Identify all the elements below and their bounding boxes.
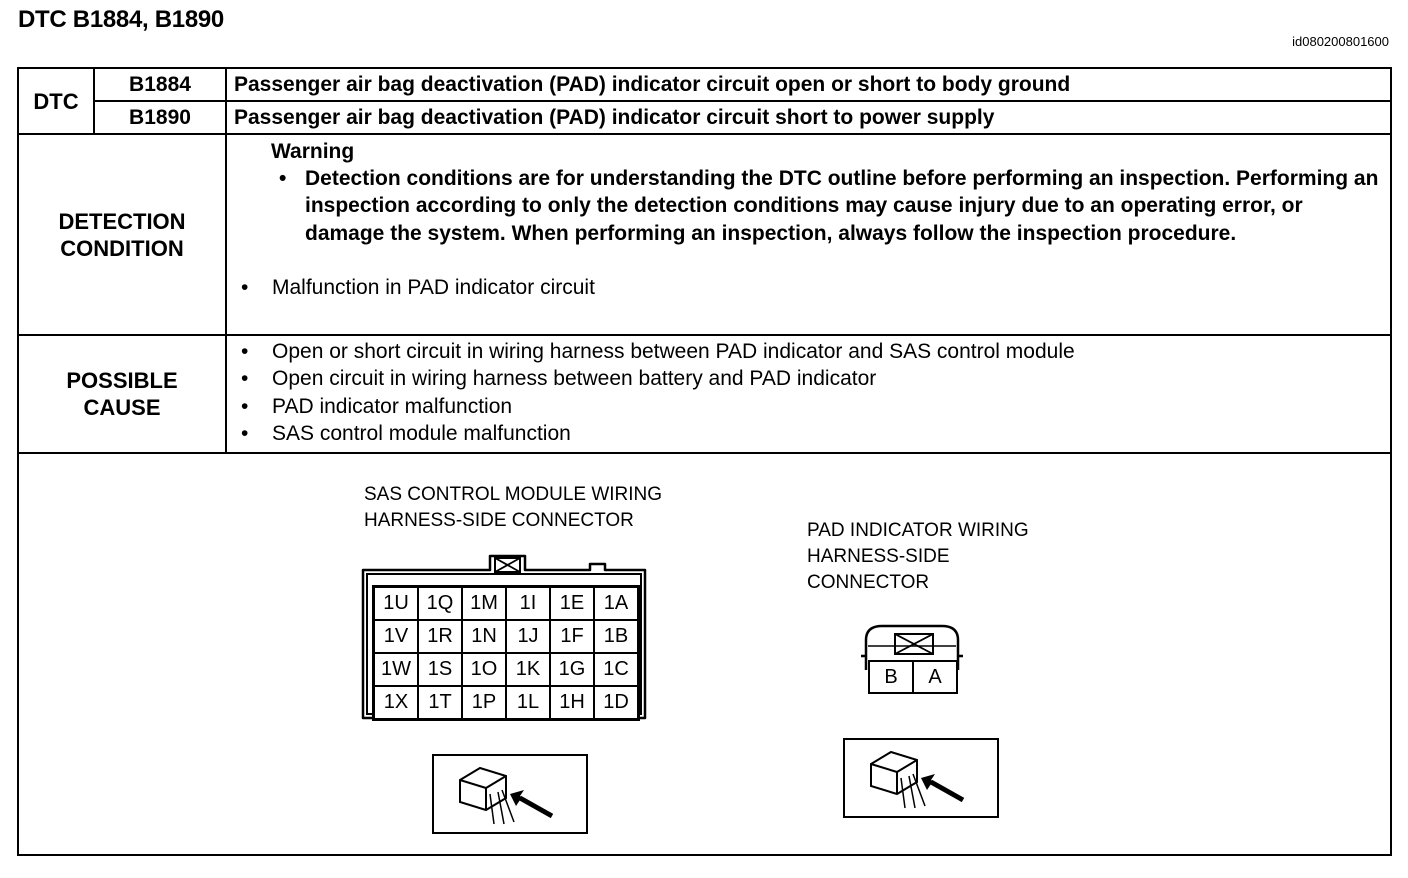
dtc-code: B1884 (94, 68, 226, 101)
detection-condition-header (18, 134, 226, 335)
detection-list (227, 274, 1390, 301)
list-item: • Open circuit in wiring harness between battery and PAD indicator (241, 365, 1390, 392)
pin: 1L (506, 686, 550, 719)
pin: 1O (462, 653, 506, 686)
possible-cause-cell (226, 335, 1391, 453)
pin: 1S (418, 653, 462, 686)
pin: 1Q (418, 587, 462, 620)
list-item: • SAS control module malfunction (241, 420, 1390, 447)
harness-side-view-icon (843, 738, 999, 818)
pin: 1D (594, 686, 638, 719)
dtc-table (17, 67, 1392, 856)
pin: 1B (594, 620, 638, 653)
pin: 1N (462, 620, 506, 653)
warning-list (227, 165, 1390, 247)
pad-connector-label: PAD INDICATOR WIRING HARNESS-SIDE CONNECTOR (807, 520, 1029, 593)
pin: 1K (506, 653, 550, 686)
warning-item: • Detection conditions are for understanding the DTC outline before performing an inspection. Performing an inspection according to only the detection conditions may cause injury due to an operating error, or damage the system. When performing an inspection, always follow the inspection procedure. (279, 165, 1390, 247)
list-item: • Malfunction in PAD indicator circuit (241, 274, 1390, 301)
pad-pin: A (912, 660, 958, 694)
header-line: CAUSE (83, 395, 161, 420)
pin: 1A (594, 587, 638, 620)
pin: 1X (374, 686, 418, 719)
sas-connector-label: SAS CONTROL MODULE WIRING HARNESS-SIDE CONNECTOR (364, 484, 663, 531)
pin: 1G (550, 653, 594, 686)
table-row (18, 68, 1391, 101)
pin: 1I (506, 587, 550, 620)
pin: 1E (550, 587, 594, 620)
pad-pin: B (868, 660, 914, 694)
pin: 1V (374, 620, 418, 653)
pin: 1H (550, 686, 594, 719)
cause-list (227, 338, 1390, 447)
pin: 1J (506, 620, 550, 653)
page-title: DTC B1884, B1890 (18, 6, 224, 33)
dtc-code: B1890 (94, 101, 226, 134)
warning-title: Warning (271, 140, 355, 163)
pin: 1F (550, 620, 594, 653)
pin: 1P (462, 686, 506, 719)
document-id: id080200801600 (1292, 34, 1389, 49)
harness-side-view-icon (432, 754, 588, 834)
table-row (18, 134, 1391, 335)
table-row (18, 101, 1391, 134)
table-row (18, 453, 1391, 855)
pin: 1U (374, 587, 418, 620)
list-item: • Open or short circuit in wiring harness between PAD indicator and SAS control module (241, 338, 1390, 365)
header-line: POSSIBLE (66, 368, 178, 393)
possible-cause-header (18, 335, 226, 453)
dtc-description: Passenger air bag deactivation (PAD) indicator circuit short to power supply (226, 101, 1391, 134)
table-row (18, 335, 1391, 453)
connector-figure-cell (18, 453, 1391, 855)
detection-condition-cell (226, 134, 1391, 335)
pin: 1W (374, 653, 418, 686)
dtc-description: Passenger air bag deactivation (PAD) indicator circuit open or short to body ground (226, 68, 1391, 101)
pin: 1C (594, 653, 638, 686)
header-line: CONDITION (60, 235, 184, 261)
list-item: • PAD indicator malfunction (241, 393, 1390, 420)
sas-connector-pin-grid (372, 585, 640, 721)
pin: 1R (418, 620, 462, 653)
dtc-header: DTC (18, 68, 94, 134)
pin: 1T (418, 686, 462, 719)
pin: 1M (462, 587, 506, 620)
header-line: DETECTION (58, 208, 186, 234)
